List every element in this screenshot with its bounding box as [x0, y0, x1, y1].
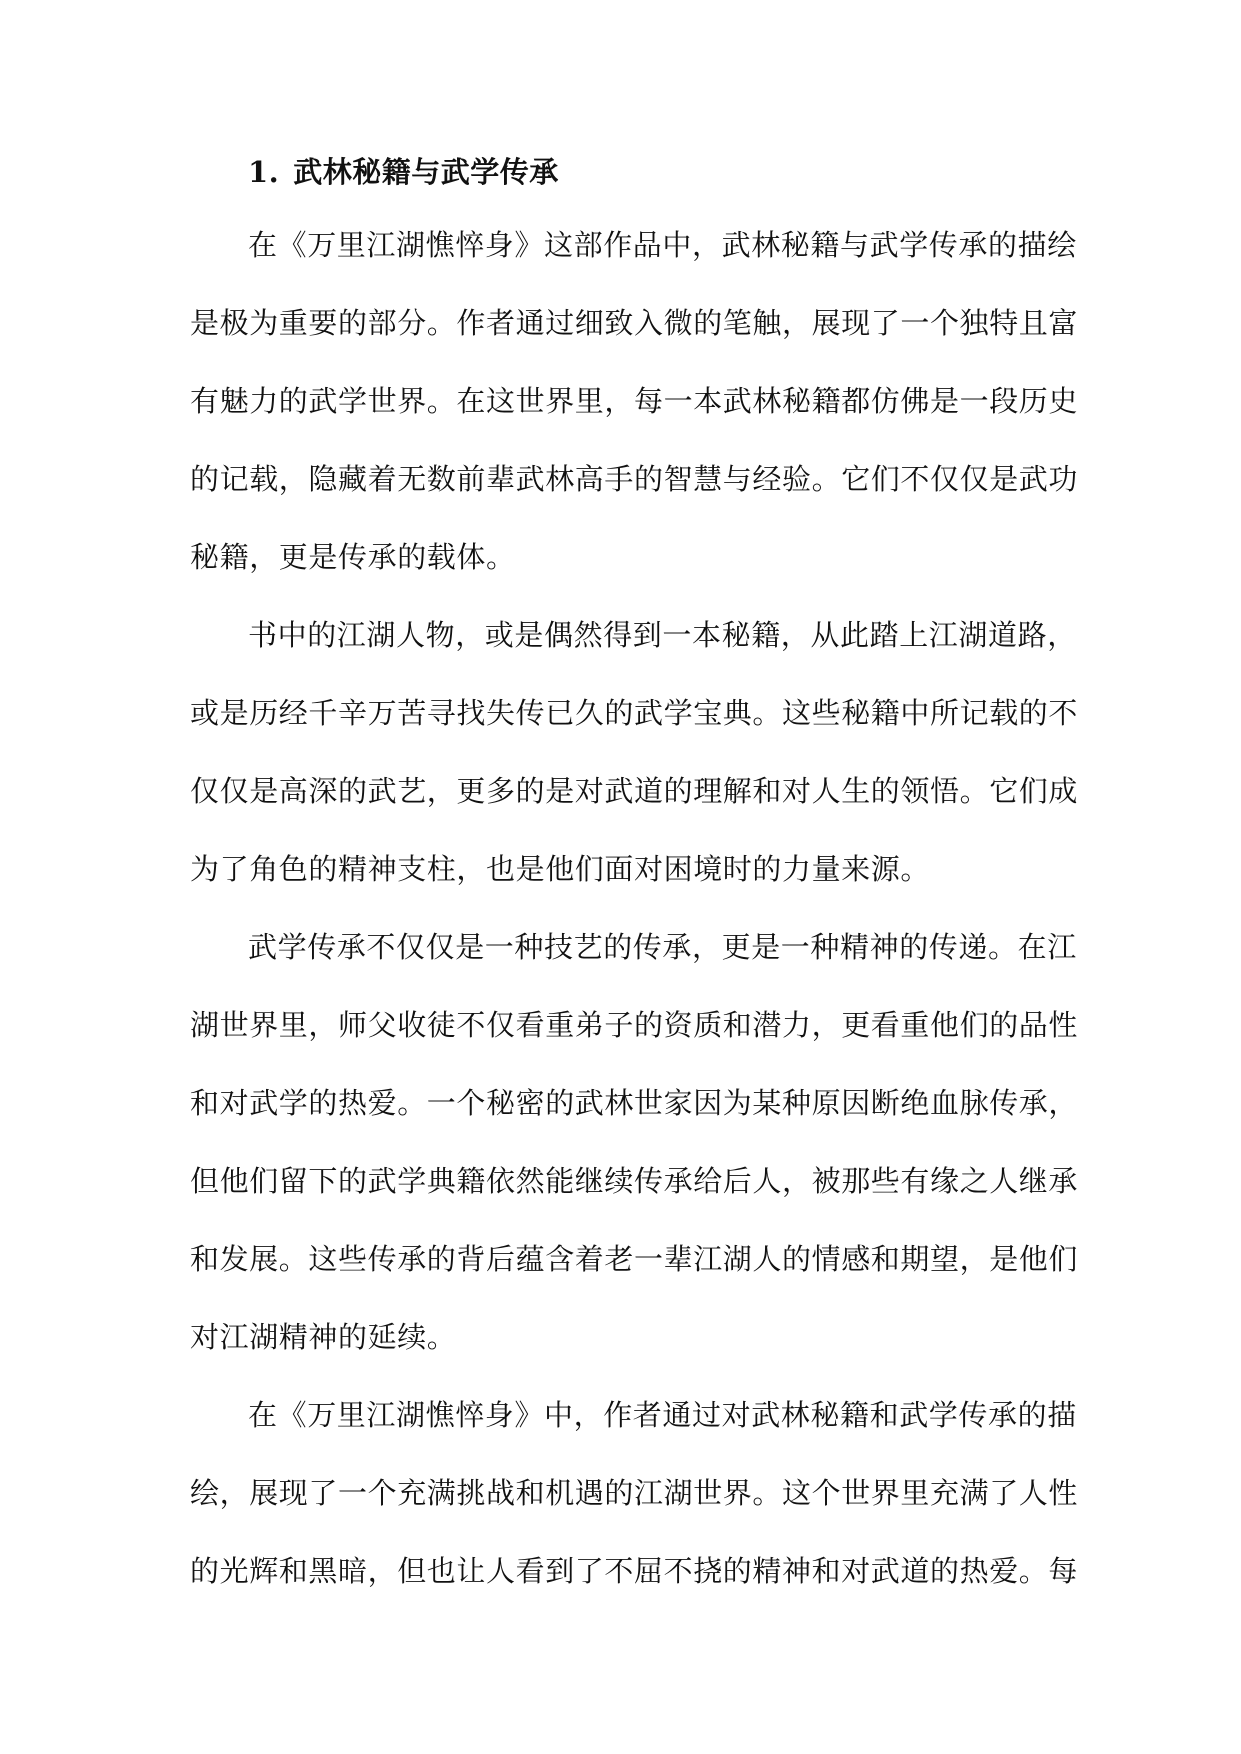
paragraph-line: 绘，展现了一个充满挑战和机遇的江湖世界。这个世界里充满了人性 — [190, 1476, 1079, 1510]
paragraph-line: 是极为重要的部分。作者通过细致入微的笔触，展现了一个独特且富 — [190, 306, 1079, 340]
paragraph-line: 或是历经千辛万苦寻找失传已久的武学宝典。这些秘籍中所记载的不 — [190, 696, 1079, 730]
paragraph-line: 书中的江湖人物，或是偶然得到一本秘籍，从此踏上江湖道路， — [248, 618, 1077, 652]
paragraph-line: 武学传承不仅仅是一种技艺的传承，更是一种精神的传递。在江 — [248, 930, 1077, 964]
paragraph-line: 但他们留下的武学典籍依然能继续传承给后人，被那些有缘之人继承 — [190, 1164, 1079, 1198]
paragraph-line: 的光辉和黑暗，但也让人看到了不屈不挠的精神和对武道的热爱。每 — [190, 1554, 1079, 1588]
section-heading — [248, 148, 559, 196]
paragraph-line: 和对武学的热爱。一个秘密的武林世家因为某种原因断绝血脉传承， — [190, 1086, 1079, 1120]
paragraph-line: 仅仅是高深的武艺，更多的是对武道的理解和对人生的领悟。它们成 — [190, 774, 1079, 808]
paragraph-line: 有魅力的武学世界。在这世界里，每一本武林秘籍都仿佛是一段历史 — [190, 384, 1079, 418]
paragraph-line: 和发展。这些传承的背后蕴含着老一辈江湖人的情感和期望，是他们 — [190, 1242, 1079, 1276]
paragraph-line: 的记载，隐藏着无数前辈武林高手的智慧与经验。它们不仅仅是武功 — [190, 462, 1079, 496]
paragraph-line: 秘籍，更是传承的载体。 — [190, 540, 516, 574]
paragraph-line: 为了角色的精神支柱，也是他们面对困境时的力量来源。 — [190, 852, 931, 886]
section-title: 武林秘籍与武学传承 — [293, 155, 559, 189]
paragraph-line: 在《万里江湖憔悴身》中，作者通过对武林秘籍和武学传承的描 — [248, 1398, 1077, 1432]
paragraph-line: 湖世界里，师父收徒不仅看重弟子的资质和潜力，更看重他们的品性 — [190, 1008, 1079, 1042]
body-text — [190, 219, 1079, 1623]
paragraph-line: 对江湖精神的延续。 — [190, 1320, 457, 1354]
section-number: 1. — [248, 155, 280, 189]
paragraph-line: 在《万里江湖憔悴身》这部作品中，武林秘籍与武学传承的描绘 — [248, 228, 1077, 262]
